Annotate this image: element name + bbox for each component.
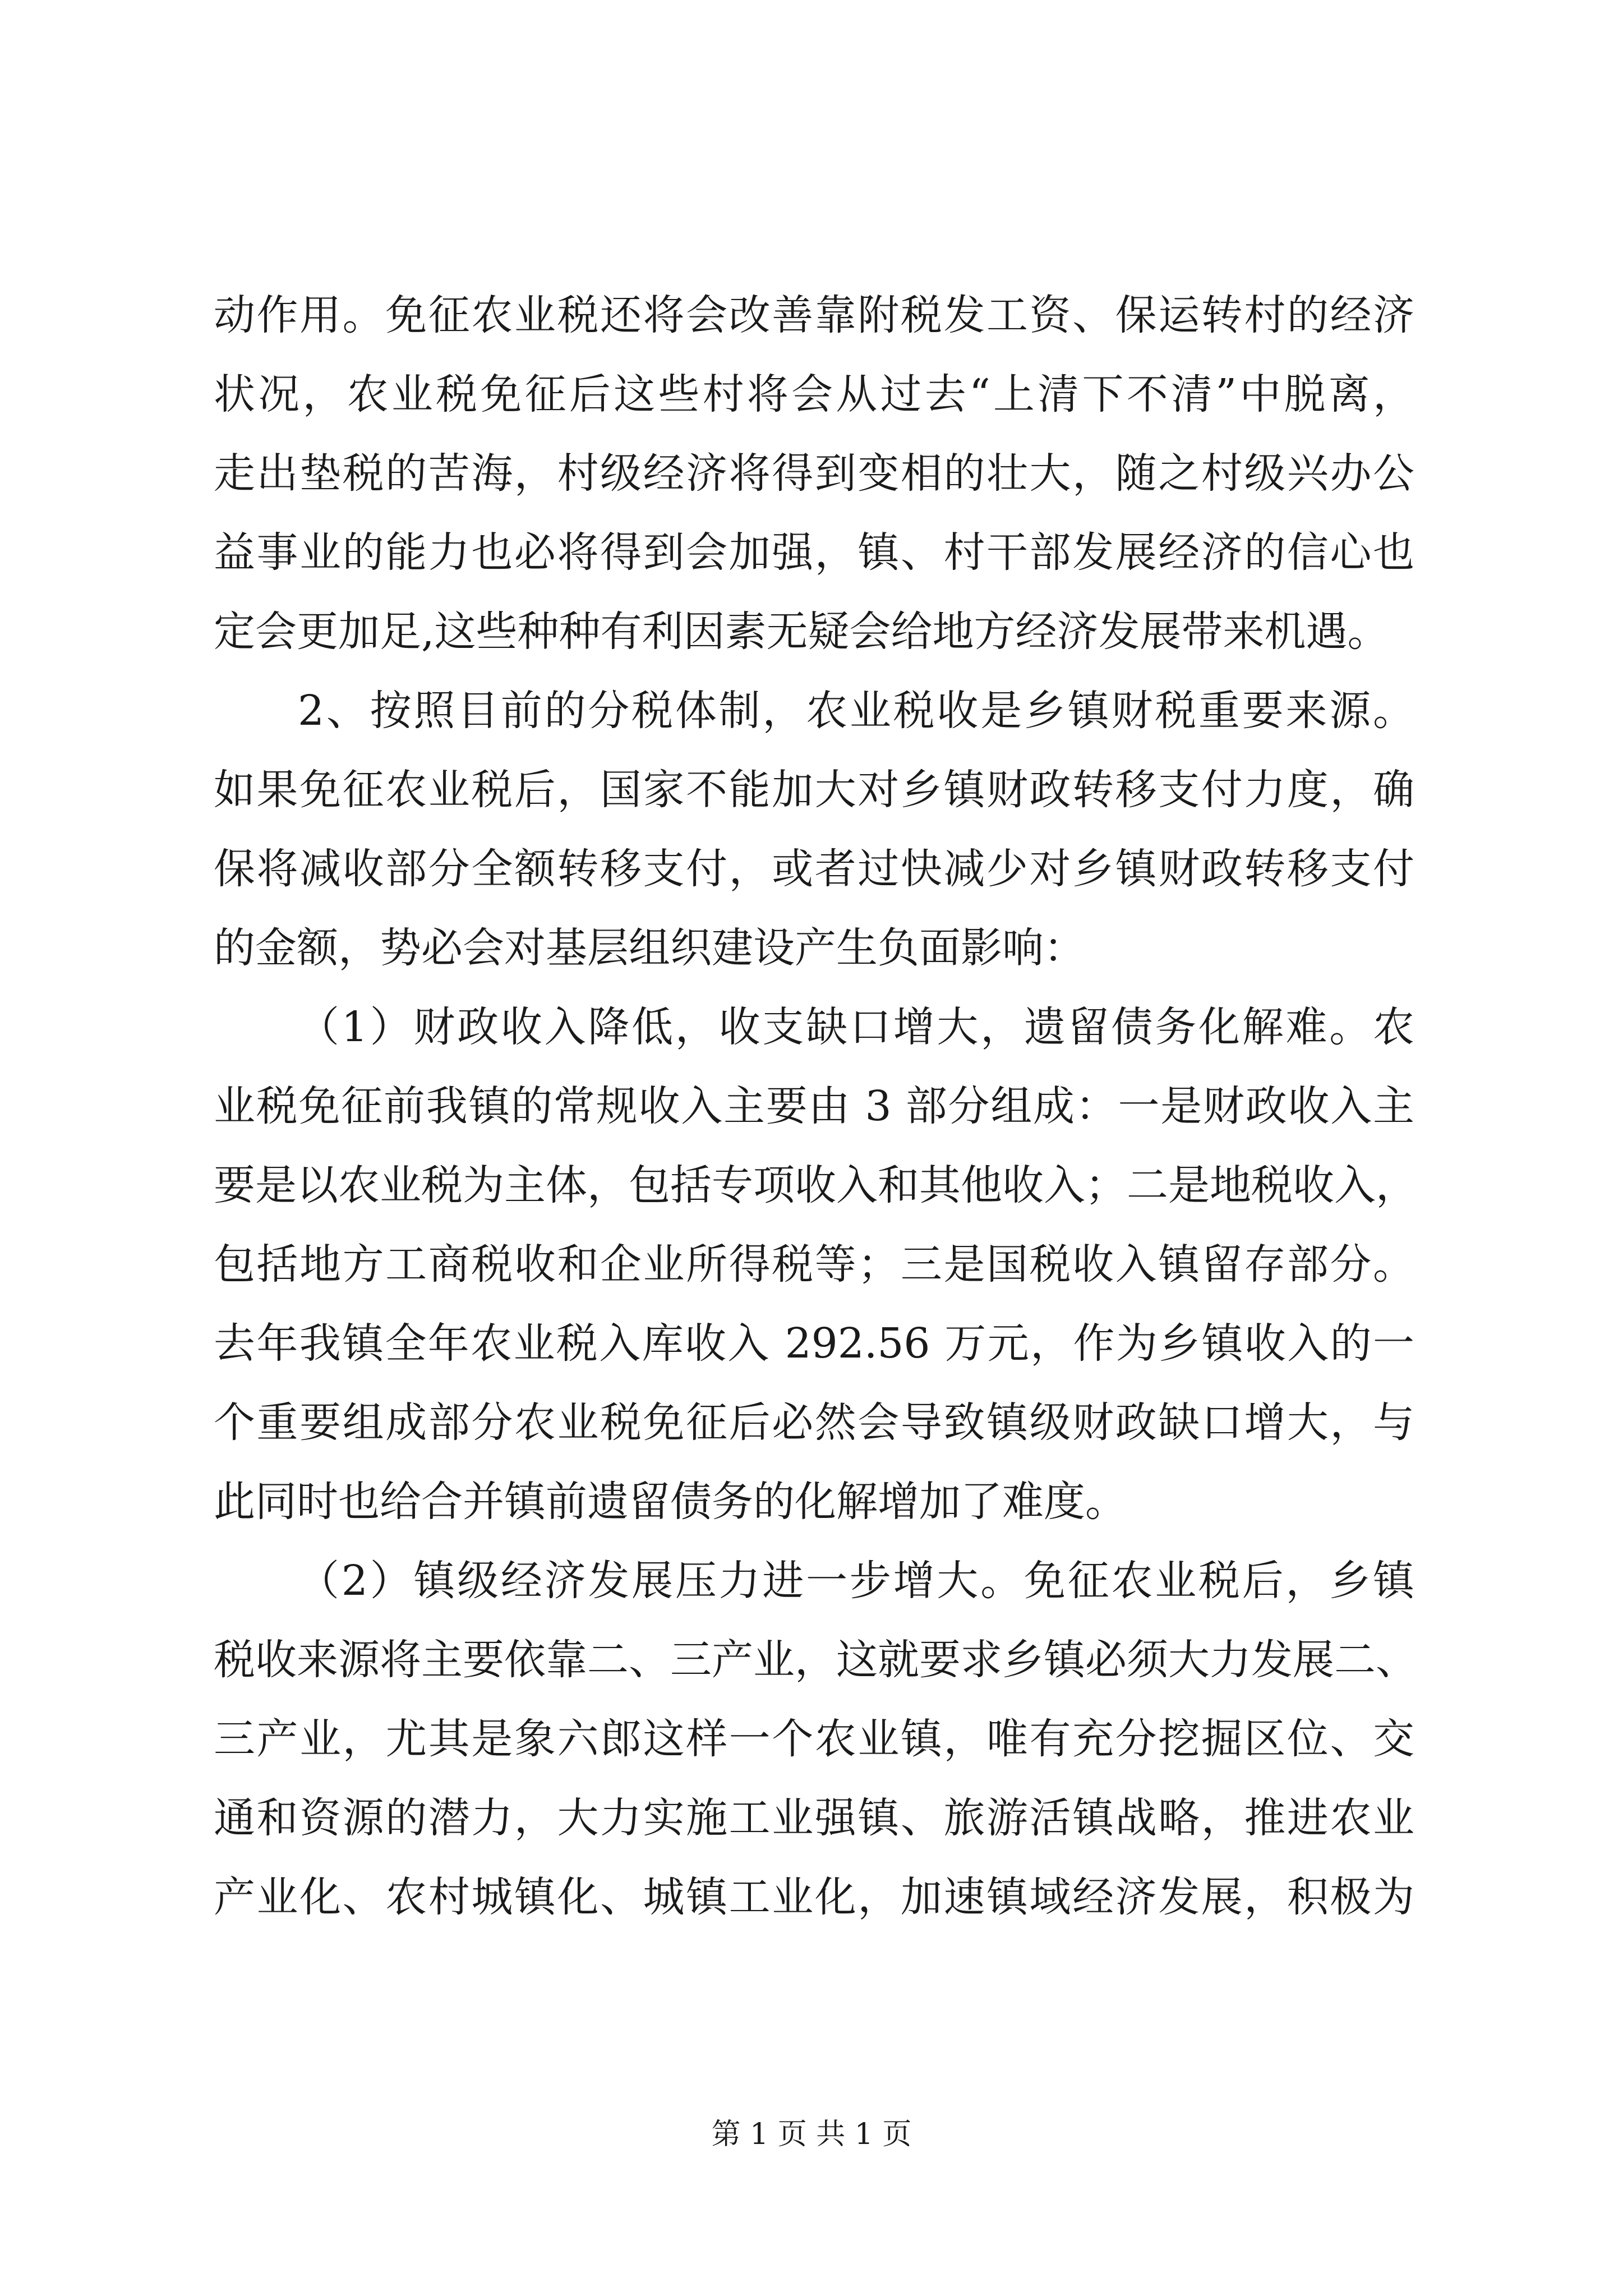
text-line: 动作用。免征农业税还将会改善靠附税发工资、保运转村的经济 xyxy=(214,291,1414,339)
text-line: 包括地方工商税收和企业所得税等；三是国税收入镇留存部分。 xyxy=(214,1240,1414,1289)
page-footer xyxy=(0,2115,1623,2154)
text-line: 定会更加足,这些种种有利因素无疑会给地方经济发展带来机遇。 xyxy=(214,608,1389,656)
text-line: 走出垫税的苦海，村级经济将得到变相的壮大，随之村级兴办公 xyxy=(214,449,1414,498)
text-line: 去年我镇全年农业税入库收入 292.56 万元，作为乡镇收入的一 xyxy=(214,1319,1414,1368)
text-line: （2）镇级经济发展压力进一步增大。免征农业税后，乡镇 xyxy=(298,1557,1414,1605)
body-text xyxy=(214,276,1417,1937)
text-line: 如果免征农业税后，国家不能加大对乡镇财政转移支付力度，确 xyxy=(214,766,1414,814)
text-line: 状况，农业税免征后这些村将会从过去“上清下不清”中脱离， xyxy=(214,370,1414,418)
text-line: 此同时也给合并镇前遗留债务的化解增加了难度。 xyxy=(214,1478,1127,1526)
text-line: 三产业，尤其是象六郎这样一个农业镇，唯有充分挖掘区位、交 xyxy=(214,1715,1414,1763)
text-line: 要是以农业税为主体，包括专项收入和其他收入；二是地税收入， xyxy=(214,1161,1417,1209)
text-line: 通和资源的潜力，大力实施工业强镇、旅游活镇战略，推进农业 xyxy=(214,1794,1414,1842)
text-line: 2、按照目前的分税体制，农业税收是乡镇财税重要来源。 xyxy=(298,687,1414,735)
page-number: 第 1 页 共 1 页 xyxy=(711,2118,912,2151)
text-line: 益事业的能力也必将得到会加强，镇、村干部发展经济的信心也 xyxy=(214,528,1414,577)
text-line: 个重要组成部分农业税免征后必然会导致镇级财政缺口增大，与 xyxy=(214,1398,1414,1447)
text-line: 的金额，势必会对基层组织建设产生负面影响： xyxy=(214,924,1085,972)
text-line: 保将减收部分全额转移支付，或者过快减少对乡镇财政转移支付 xyxy=(214,845,1414,893)
text-line: 税收来源将主要依靠二、三产业，这就要求乡镇必须大力发展二、 xyxy=(214,1636,1417,1684)
text-line: 产业化、农村城镇化、城镇工业化，加速镇域经济发展，积极为 xyxy=(214,1873,1414,1921)
text-line: 业税免征前我镇的常规收入主要由 3 部分组成：一是财政收入主 xyxy=(214,1082,1414,1130)
text-line: （1）财政收入降低，收支缺口增大，遗留债务化解难。农 xyxy=(298,1003,1414,1051)
